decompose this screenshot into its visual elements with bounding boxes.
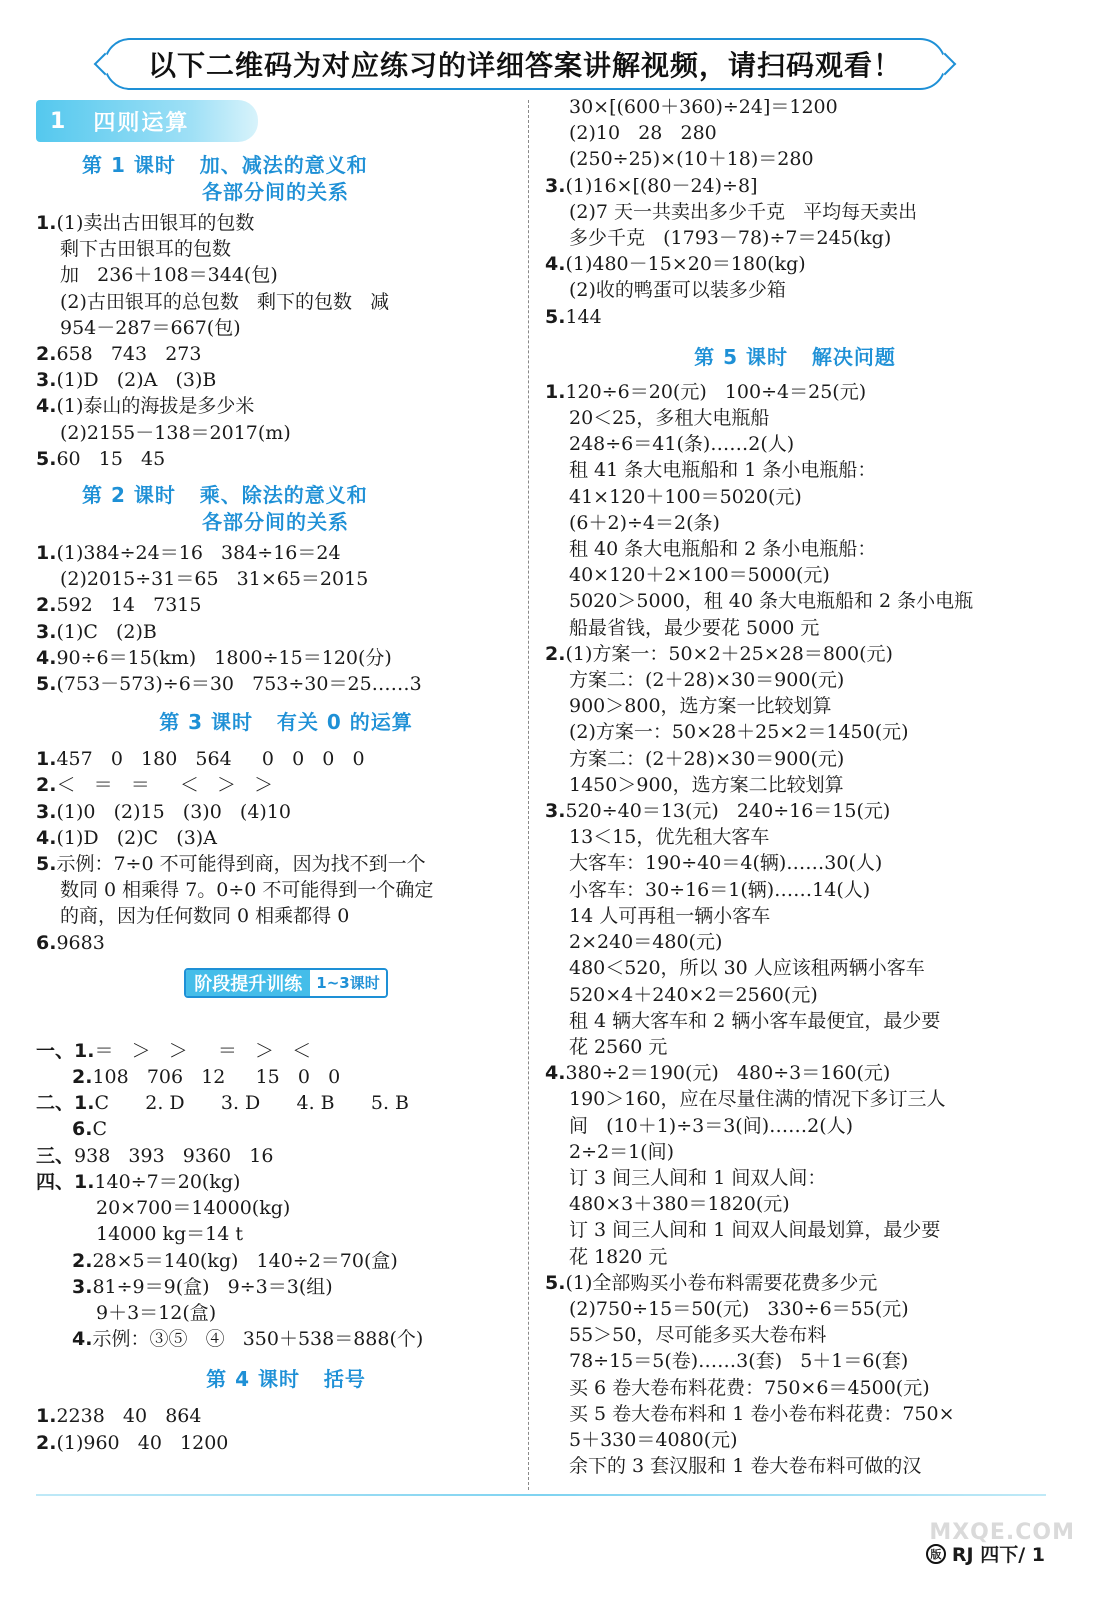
answer-text: 租 40 条大电瓶船和 2 条小电瓶船： (569, 538, 877, 561)
question-number: 二、1. (36, 1092, 95, 1115)
lesson-5-heading (545, 344, 1045, 371)
answer-line (545, 982, 1045, 1008)
question-number: 3. (545, 800, 566, 823)
lesson-3-title: 第 3 课时 有关 0 的运算 (159, 710, 413, 735)
answer-line (545, 955, 1045, 981)
answer-line (545, 1348, 1045, 1374)
lesson-2-answers (36, 540, 536, 697)
answer-text: (2)10 28 280 (569, 122, 717, 145)
left-column (36, 100, 536, 1456)
answer-text: 55＞50，尽可能多买大卷布料 (569, 1324, 827, 1347)
answer-text: 30×[(600＋360)÷24]＝1200 (569, 96, 838, 118)
question-number: 5. (36, 447, 57, 470)
answer-line (36, 1090, 536, 1116)
answer-text: (1)C (2)B (56, 620, 157, 643)
question-number: 1. (36, 1405, 57, 1428)
question-number: 3. (36, 369, 57, 392)
answer-line (36, 1326, 536, 1352)
stage-training-label: 阶段提升训练 (186, 970, 310, 996)
answer-text: 示例：③⑤ ④ 350＋538＝888(个) (92, 1328, 424, 1351)
question-number: 2. (36, 594, 57, 617)
answer-text: 1450＞900，选方案二比较划算 (569, 773, 844, 796)
answer-text: 14000 kg＝14 t (96, 1223, 244, 1246)
answer-line (545, 1270, 1045, 1296)
answer-text: 小客车：30÷16＝1(辆)……14(人) (569, 878, 871, 901)
answer-line (545, 1217, 1045, 1243)
answer-line (545, 588, 1045, 614)
answer-line (36, 315, 536, 341)
right-column (545, 96, 1045, 1479)
answer-text: (1)960 40 1200 (56, 1431, 229, 1454)
answer-text: (1)16×[(80－24)÷8] (565, 174, 758, 197)
question-number: 5. (545, 1271, 566, 1294)
answer-text: (753－573)÷6＝30 753÷30＝25……3 (56, 673, 422, 696)
question-number: 4. (72, 1328, 93, 1351)
answer-line (36, 1274, 536, 1300)
edition-icon: 版 (926, 1544, 946, 1564)
answer-line (545, 1008, 1045, 1034)
answer-line (545, 719, 1045, 745)
answer-line (36, 746, 536, 772)
question-number: 4. (545, 253, 566, 276)
answer-line (36, 367, 536, 393)
answer-line (545, 562, 1045, 588)
answer-text: (2)收的鸭蛋可以装多少箱 (569, 279, 786, 302)
answer-line (36, 619, 536, 645)
answer-text: (1)0 (2)15 (3)0 (4)10 (56, 800, 291, 823)
answer-text: 380÷2＝190(元) 480÷3＝160(元) (565, 1062, 891, 1085)
edition-text: RJ 四下/ 1 (951, 1544, 1045, 1566)
answer-line (545, 850, 1045, 876)
lesson-1-answers (36, 210, 536, 472)
answer-line (545, 277, 1045, 303)
question-number: 2. (36, 774, 57, 797)
stage-training-badge-wrap (36, 968, 536, 998)
answer-text: 954－287＝667(包) (60, 316, 241, 339)
answer-text: 加 236＋108＝344(包) (60, 264, 278, 287)
lesson-5-answers (545, 379, 1045, 1480)
answer-line (36, 1248, 536, 1274)
answer-line (36, 877, 536, 903)
lesson-2-heading (36, 482, 536, 536)
answer-line (545, 379, 1045, 405)
question-number: 1. (36, 748, 57, 771)
question-number: 一、1. (36, 1039, 95, 1062)
answer-text: C 2. D 3. D 4. B 5. B (94, 1092, 410, 1115)
answer-text: 144 (565, 305, 602, 328)
answer-text: 大客车：190÷40＝4(辆)……30(人) (569, 852, 883, 875)
answer-line (545, 746, 1045, 772)
answer-line (36, 1169, 536, 1195)
answer-text: 2÷2＝1(间) (569, 1140, 675, 1163)
answer-line (545, 536, 1045, 562)
answer-text: (1)全部购买小卷布料需要花费多少元 (565, 1271, 878, 1294)
answer-line (36, 1064, 536, 1090)
answer-line (36, 592, 536, 618)
stage-training-answers (36, 1038, 536, 1352)
answer-text: 190＞160，应在尽量住满的情况下多订三人 (569, 1088, 946, 1111)
answer-line (36, 289, 536, 315)
answer-line (36, 903, 536, 929)
answer-line (545, 1244, 1045, 1270)
answer-text: (2)方案一：50×28＋25×2＝1450(元) (569, 721, 909, 744)
answer-line (545, 405, 1045, 431)
lesson-4-continued-answers (545, 94, 1045, 330)
answer-line (36, 210, 536, 236)
answer-line (545, 1165, 1045, 1191)
answer-text: (2)750÷15＝50(元) 330÷6＝55(元) (569, 1297, 909, 1320)
question-number: 5. (36, 853, 57, 876)
answer-text: ＜ ＝ ＝ ＜ ＞ ＞ (56, 774, 274, 797)
answer-text: 81÷9＝9(盒) 9÷3＝3(组) (92, 1275, 333, 1298)
answer-text: 520×4＋240×2＝2560(元) (569, 983, 818, 1006)
answer-line (545, 1322, 1045, 1348)
question-number: 2. (36, 1431, 57, 1454)
answer-text: 花 1820 元 (569, 1245, 668, 1268)
answer-line (545, 1453, 1045, 1479)
answer-line (36, 566, 536, 592)
answer-text: (1)384÷24＝16 384÷16＝24 (56, 542, 341, 565)
watermark-logo: MXQE.COM (929, 1520, 1075, 1545)
answer-text: 9＋3＝12(盒) (96, 1301, 217, 1324)
answer-line (545, 1139, 1045, 1165)
question-number: 4. (545, 1062, 566, 1085)
answer-line (36, 262, 536, 288)
answer-line (545, 457, 1045, 483)
answer-text: ＝ ＞ ＞ ＝ ＞ ＜ (94, 1039, 312, 1062)
answer-text: 5020＞5000，租 40 条大电瓶船和 2 条小电瓶 (569, 590, 974, 613)
answer-text: 78÷15＝5(卷)……3(套) 5＋1＝6(套) (569, 1350, 909, 1373)
unit-title: 四则运算 (93, 110, 190, 136)
answer-line (545, 615, 1045, 641)
answer-text: 900＞800，选方案一比较划算 (569, 695, 832, 718)
question-number: 三、 (36, 1144, 75, 1167)
question-number: 2. (72, 1249, 93, 1272)
edition-tag (926, 1540, 1045, 1567)
answer-line (36, 772, 536, 798)
answer-text: 9683 (56, 931, 105, 954)
answer-text: 14 人可再租一辆小客车 (569, 904, 771, 927)
answer-text: (2)古田银耳的总包数 剩下的包数 减 (60, 290, 390, 313)
answer-text: 480×3＋380＝1820(元) (569, 1193, 790, 1216)
stage-training-badge (184, 968, 387, 998)
answer-text: 多少千克 (1793－78)÷7＝245(kg) (569, 227, 892, 250)
answer-line (36, 446, 536, 472)
answer-text: (2)7 天一共卖出多少千克 平均每天卖出 (569, 200, 918, 223)
answer-line (545, 1427, 1045, 1453)
answer-text: 船最省钱，最少要花 5000 元 (569, 616, 820, 639)
question-number: 3. (36, 620, 57, 643)
answer-line (545, 929, 1045, 955)
answer-text: (250÷25)×(10＋18)＝280 (569, 148, 814, 171)
answer-line (545, 94, 1045, 120)
answer-text: 108 706 12 15 0 0 (92, 1066, 341, 1089)
answer-text: 20×700＝14000(kg) (96, 1197, 291, 1220)
lesson-2-subtitle: 各部分间的关系 (202, 510, 349, 535)
question-number: 6. (72, 1118, 93, 1141)
answer-text: (1)泰山的海拔是多少米 (56, 395, 255, 418)
answer-line (545, 1086, 1045, 1112)
answer-text: 41×120＋100＝5020(元) (569, 485, 802, 508)
answer-text: 订 3 间三人间和 1 间双人间： (569, 1166, 827, 1189)
question-number: 2. (36, 343, 57, 366)
answer-line (36, 1300, 536, 1326)
answer-text: 520÷40＝13(元) 240÷16＝15(元) (565, 800, 891, 823)
answer-text: 数同 0 相乘得 7。0÷0 不可能得到一个确定 (60, 879, 434, 902)
question-number: 3. (545, 174, 566, 197)
answer-text: 示例：7÷0 不可能得到商，因为找不到一个 (56, 853, 426, 876)
question-number: 6. (36, 931, 57, 954)
lesson-3-heading (36, 709, 536, 736)
question-number: 5. (36, 673, 57, 696)
question-number: 1. (545, 380, 566, 403)
answer-line (545, 304, 1045, 330)
answer-line (545, 798, 1045, 824)
unit-number: 1 (50, 108, 66, 134)
answer-line (545, 693, 1045, 719)
question-number: 1. (36, 542, 57, 565)
lesson-4-heading (36, 1366, 536, 1393)
answer-text: 20＜25，多租大电瓶船 (569, 407, 770, 430)
lesson-2-title: 第 2 课时 乘、除法的意义和 (82, 483, 368, 508)
question-number: 5. (545, 305, 566, 328)
answer-line (36, 1195, 536, 1221)
answer-text: 457 0 180 564 0 0 0 0 (56, 748, 365, 771)
answer-line (545, 431, 1045, 457)
answer-text: (1)D (2)A (3)B (56, 369, 217, 392)
answer-line (545, 772, 1045, 798)
footer-line (36, 1494, 1046, 1496)
answer-line (545, 510, 1045, 536)
answer-text: 658 743 273 (56, 343, 202, 366)
answer-text: (2)2015÷31＝65 31×65＝2015 (60, 568, 369, 591)
answer-text: 938 393 9360 16 (74, 1144, 274, 1167)
answer-text: 买 5 卷大卷布料和 1 卷小卷布料花费：750× (569, 1402, 955, 1425)
answer-line (545, 146, 1045, 172)
question-number: 4. (36, 395, 57, 418)
answer-line (545, 484, 1045, 510)
stage-training-range: 1~3课时 (310, 970, 385, 996)
answer-text: 租 41 条大电瓶船和 1 条小电瓶船： (569, 459, 877, 482)
answer-text: 方案二：(2＋28)×30＝900(元) (569, 747, 845, 770)
answer-line (545, 1375, 1045, 1401)
answer-text: 120÷6＝20(元) 100÷4＝25(元) (565, 380, 867, 403)
answer-line (545, 1191, 1045, 1217)
answer-text: 248÷6＝41(条)……2(人) (569, 433, 795, 456)
answer-text: 的商，因为任何数同 0 相乘都得 0 (60, 905, 350, 928)
answer-text: C (92, 1118, 107, 1141)
question-number: 四、1. (36, 1170, 95, 1193)
answer-line (545, 903, 1045, 929)
answer-line (36, 851, 536, 877)
answer-text: 间 (10＋1)÷3＝3(间)……2(人) (569, 1114, 854, 1137)
answer-text: 方案二：(2＋28)×30＝900(元) (569, 669, 845, 692)
answer-line (545, 173, 1045, 199)
answer-text: 5＋330＝4080(元) (569, 1428, 738, 1451)
answer-text: 13＜15，优先租大客车 (569, 826, 770, 849)
unit-header (36, 100, 258, 142)
answer-line (545, 1034, 1045, 1060)
answer-text: 140÷7＝20(kg) (94, 1170, 241, 1193)
answer-line (545, 641, 1045, 667)
answer-text: (1)D (2)C (3)A (56, 826, 217, 849)
question-number: 2. (72, 1066, 93, 1089)
answer-line (36, 1403, 536, 1429)
answer-line (36, 420, 536, 446)
answer-text: 租 4 辆大客车和 2 辆小客车最便宜，最少要 (569, 1009, 941, 1032)
answer-line (545, 824, 1045, 850)
answer-line (545, 199, 1045, 225)
qr-banner (104, 38, 946, 90)
answer-line (545, 1296, 1045, 1322)
answer-line (36, 1430, 536, 1456)
answer-line (36, 799, 536, 825)
answer-text: (1)方案一：50×2＋25×28＝800(元) (565, 642, 893, 665)
answer-line (36, 540, 536, 566)
answer-text: 592 14 7315 (56, 594, 202, 617)
answer-text: 480＜520，所以 30 人应该租两辆小客车 (569, 957, 925, 980)
lesson-1-heading (36, 152, 536, 206)
answer-text: (2)2155－138＝2017(m) (60, 421, 291, 444)
answer-line (36, 1221, 536, 1247)
lesson-1-subtitle: 各部分间的关系 (202, 180, 349, 204)
answer-line (36, 1038, 536, 1064)
answer-line (36, 671, 536, 697)
answer-line (545, 225, 1045, 251)
answer-line (545, 120, 1045, 146)
question-number: 2. (545, 642, 566, 665)
answer-text: 90÷6＝15(km) 1800÷15＝120(分) (56, 646, 392, 669)
answer-line (36, 341, 536, 367)
answer-text: 60 15 45 (56, 447, 166, 470)
question-number: 1. (36, 212, 57, 234)
answer-line (36, 236, 536, 262)
banner-text: 以下二维码为对应练习的详细答案讲解视频，请扫码观看！ (147, 49, 902, 82)
answer-line (36, 645, 536, 671)
answer-line (36, 1143, 536, 1169)
lesson-3-answers (36, 746, 536, 956)
answer-line (36, 393, 536, 419)
answer-line (36, 1116, 536, 1142)
lesson-4-answers (36, 1403, 536, 1455)
question-number: 3. (36, 800, 57, 823)
answer-line (36, 930, 536, 956)
answer-line (545, 1113, 1045, 1139)
question-number: 3. (72, 1275, 93, 1298)
answer-text: 花 2560 元 (569, 1035, 668, 1058)
answer-line (36, 825, 536, 851)
answer-text: 40×120＋2×100＝5000(元) (569, 564, 830, 587)
lesson-4-title: 第 4 课时 括号 (206, 1367, 366, 1392)
answer-line (545, 1060, 1045, 1086)
question-number: 4. (36, 826, 57, 849)
answer-text: 28×5＝140(kg) 140÷2＝70(盒) (92, 1249, 398, 1272)
answer-line (545, 667, 1045, 693)
lesson-5-title: 第 5 课时 解决问题 (694, 344, 896, 369)
answer-line (545, 1401, 1045, 1427)
answer-line (545, 251, 1045, 277)
answer-text: 余下的 3 套汉服和 1 卷大卷布料可做的汉 (569, 1455, 922, 1478)
answer-text: (1)480－15×20＝180(kg) (565, 253, 806, 276)
answer-text: 剩下古田银耳的包数 (60, 238, 232, 261)
answer-text: (6＋2)÷4＝2(条) (569, 511, 720, 534)
answer-text: 2×240＝480(元) (569, 931, 723, 954)
answer-text: (1)卖出古田银耳的包数 (56, 212, 255, 234)
lesson-1-title: 第 1 课时 加、减法的意义和 (82, 153, 368, 177)
answer-text: 2238 40 864 (56, 1405, 202, 1428)
answer-line (545, 877, 1045, 903)
answer-text: 订 3 间三人间和 1 间双人间最划算，最少要 (569, 1219, 941, 1242)
answer-text: 买 6 卷大卷布料花费：750×6＝4500(元) (569, 1376, 930, 1399)
question-number: 4. (36, 646, 57, 669)
